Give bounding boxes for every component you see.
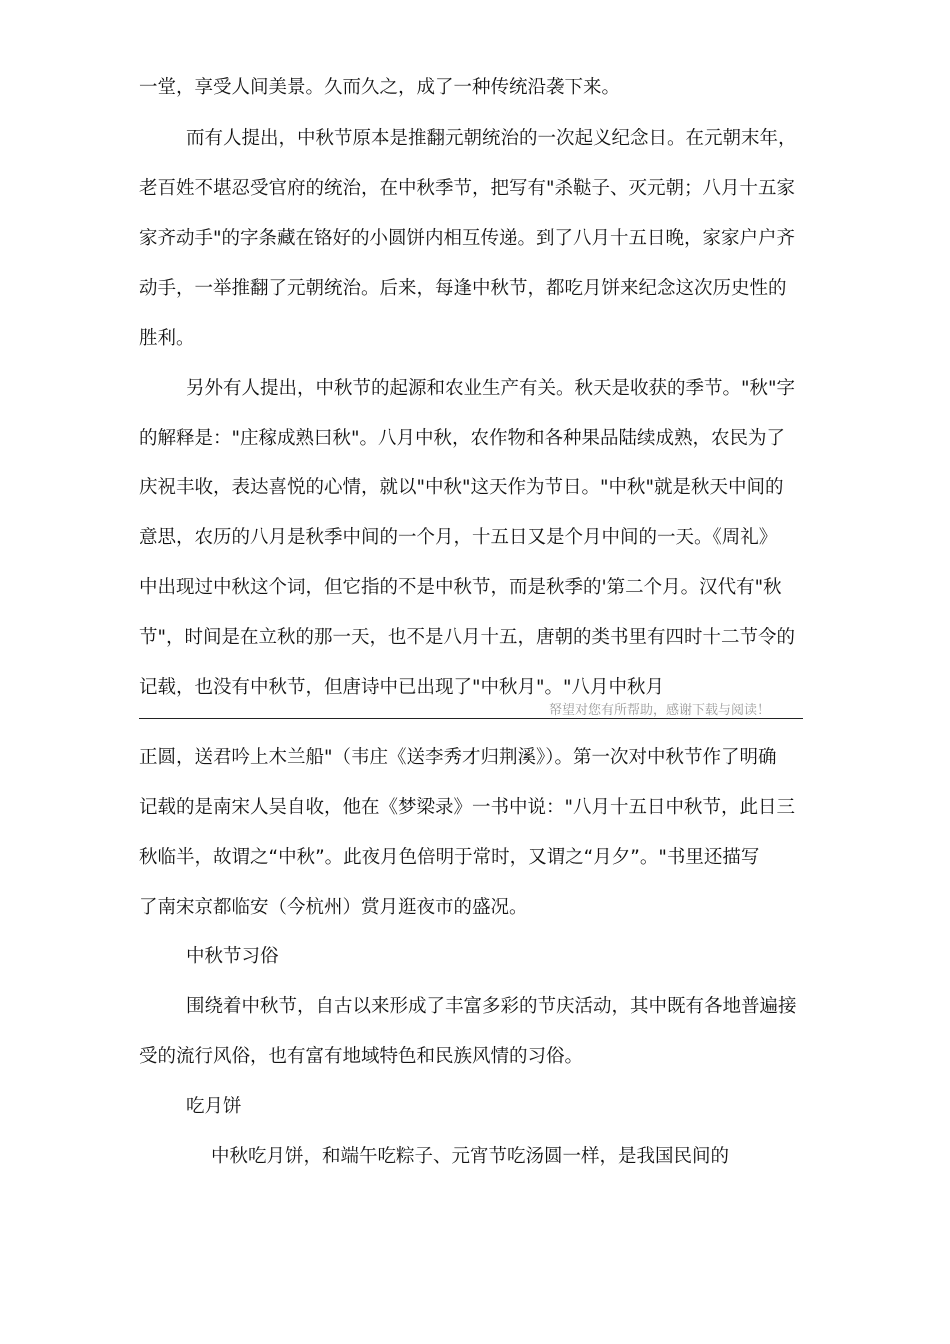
text-line: 节"，时间是在立秋的那一天，也不是八月十五，唐朝的类书里有四时十二节令的 — [139, 627, 796, 648]
text-line: 老百姓不堪忍受官府的统治，在中秋季节，把写有"杀鞑子、灭元朝；八月十五家 — [139, 178, 796, 199]
text-line: 中秋吃月饼，和端午吃粽子、元宵节吃汤圆一样，是我国民间的 — [211, 1146, 730, 1167]
text-line: 胜利。 — [139, 328, 195, 349]
text-line: 秋临半，故谓之“中秋”。此夜月色倍明于常时，又谓之“月夕”。"书里还描写 — [139, 847, 760, 868]
text-line: 意思，农历的八月是秋季中间的一个月，十五日又是个月中间的一天。《周礼》 — [139, 527, 778, 548]
footer-divider — [139, 718, 803, 719]
text-line: 记载的是南宋人吴自收，他在《梦梁录》一书中说："八月十五日中秋节，此日三 — [139, 797, 796, 818]
text-line: 了南宋京都临安（今杭州）赏月逛夜市的盛况。 — [139, 897, 528, 918]
text-line: 记载，也没有中秋节，但唐诗中已出现了"中秋月"。"八月中秋月 — [139, 677, 665, 698]
text-line: 围绕着中秋节，自古以来形成了丰富多彩的节庆活动，其中既有各地普遍接 — [186, 996, 797, 1017]
text-line: 受的流行风俗，也有富有地域特色和民族风情的习俗。 — [139, 1046, 584, 1067]
text-line: 家齐动手"的字条藏在铬好的小圆饼内相互传递。到了八月十五日晚，家家户户齐 — [139, 228, 796, 249]
text-line: 一堂，享受人间美景。久而久之，成了一种传统沿袭下来。 — [139, 77, 621, 98]
text-line: 而有人提出，中秋节原本是推翻元朝统治的一次起义纪念日。在元朝末年， — [186, 128, 797, 149]
section-heading-customs: 中秋节习俗 — [186, 946, 279, 967]
text-line: 庆祝丰收，表达喜悦的心情，就以"中秋"这天作为节日。"中秋"就是秋天中间的 — [139, 477, 784, 498]
text-line: 的解释是："庄稼成熟曰秋"。八月中秋，农作物和各种果品陆续成熟，农民为了 — [139, 428, 786, 449]
footer-note: 帑望对您有所帮助，感谢下载与阅读！ — [549, 703, 771, 718]
text-line: 中出现过中秋这个词，但它指的不是中秋节，而是秋季的'第二个月。汉代有"秋 — [139, 577, 782, 598]
text-line: 正圆，送君吟上木兰船"（韦庄《送李秀才归荆溪》）。第一次对中秋节作了明确 — [139, 747, 777, 768]
text-line: 另外有人提出，中秋节的起源和农业生产有关。秋天是收获的季节。"秋"字 — [186, 378, 796, 399]
text-line: 动手，一举推翻了元朝统治。后来，每逢中秋节，都吃月饼来纪念这次历史性的 — [139, 278, 787, 299]
section-heading-mooncake: 吃月饼 — [186, 1096, 242, 1117]
